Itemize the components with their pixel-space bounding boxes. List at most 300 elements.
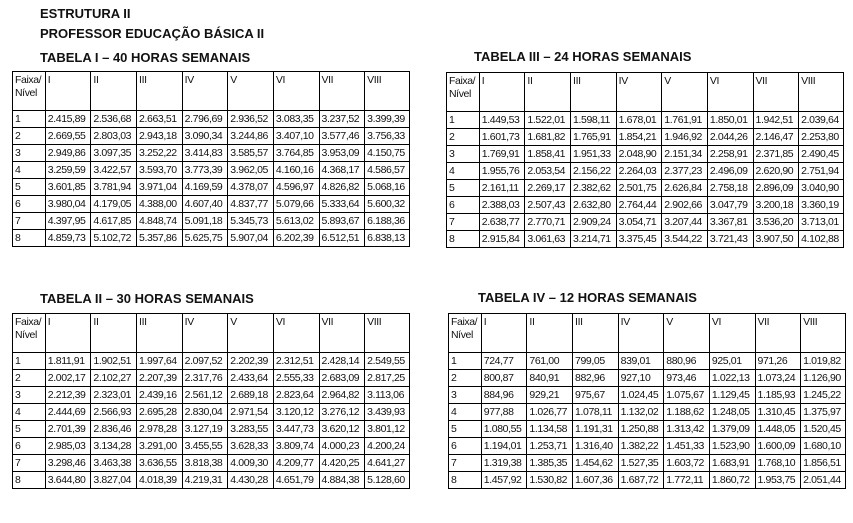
- salary-cell: 1.316,40: [573, 438, 619, 455]
- salary-cell: 2.758,18: [707, 180, 753, 197]
- table-row: [449, 438, 846, 455]
- salary-cell: 3.047,79: [707, 197, 753, 214]
- table-row: [449, 353, 846, 370]
- table-row: [447, 231, 844, 248]
- salary-table-12h: [448, 313, 846, 489]
- salary-cell: 3.367,81: [707, 214, 753, 231]
- salary-cell: 1.955,76: [479, 163, 525, 180]
- salary-cell: 1.683,91: [709, 455, 755, 472]
- salary-cell: 4.596,97: [273, 179, 319, 196]
- salary-cell: 2.701,39: [45, 421, 91, 438]
- salary-cell: 2.371,85: [753, 146, 799, 163]
- salary-cell: 2.936,52: [228, 111, 274, 128]
- salary-cell: 3.827,04: [91, 472, 137, 489]
- salary-cell: 799,05: [573, 353, 619, 370]
- row-level-cell: 5: [449, 421, 482, 438]
- salary-cell: 3.636,55: [137, 455, 183, 472]
- salary-cell: 3.536,20: [753, 214, 799, 231]
- salary-cell: 2.501,75: [616, 180, 662, 197]
- table-row: [13, 162, 410, 179]
- salary-cell: 2.971,54: [228, 404, 274, 421]
- salary-cell: 2.823,64: [273, 387, 319, 404]
- salary-cell: 2.002,17: [45, 370, 91, 387]
- salary-cell: 2.323,01: [91, 387, 137, 404]
- table-row: [13, 128, 410, 145]
- salary-cell: 2.770,71: [525, 214, 571, 231]
- column-header-level: VI: [709, 314, 755, 353]
- salary-cell: 3.113,06: [365, 387, 410, 404]
- salary-cell: 2.949,86: [45, 145, 91, 162]
- table-3-title: TABELA III – 24 HORAS SEMANAIS: [474, 49, 692, 64]
- table-header-row: [449, 314, 846, 353]
- column-header-level: VIII: [801, 314, 846, 353]
- salary-cell: 2.202,39: [228, 353, 274, 370]
- column-header-level: III: [571, 73, 617, 112]
- row-level-cell: 6: [449, 438, 482, 455]
- row-level-cell: 4: [449, 404, 482, 421]
- salary-cell: 4.102,88: [799, 231, 844, 248]
- table-row: [13, 404, 410, 421]
- salary-cell: 3.809,74: [273, 438, 319, 455]
- salary-cell: 1.772,11: [664, 472, 710, 489]
- salary-cell: 3.200,18: [753, 197, 799, 214]
- row-level-cell: 1: [447, 112, 480, 129]
- salary-cell: 4.826,82: [319, 179, 365, 196]
- salary-cell: 800,87: [481, 370, 527, 387]
- salary-cell: 1.022,13: [709, 370, 755, 387]
- salary-cell: 1.080,55: [481, 421, 527, 438]
- table-row: [447, 163, 844, 180]
- row-label-bottom: Nível: [15, 329, 37, 341]
- salary-cell: 2.156,22: [571, 163, 617, 180]
- salary-cell: 2.902,66: [662, 197, 708, 214]
- salary-cell: 4.200,24: [365, 438, 410, 455]
- salary-cell: 5.333,64: [319, 196, 365, 213]
- salary-cell: 3.577,46: [319, 128, 365, 145]
- salary-cell: 1.600,09: [755, 438, 801, 455]
- salary-cell: 1.769,91: [479, 146, 525, 163]
- salary-cell: 2.051,44: [801, 472, 846, 489]
- salary-cell: 1.681,82: [525, 129, 571, 146]
- row-level-cell: 1: [449, 353, 482, 370]
- salary-cell: 1.188,62: [664, 404, 710, 421]
- salary-cell: 2.915,84: [479, 231, 525, 248]
- salary-cell: 1.457,92: [481, 472, 527, 489]
- salary-cell: 1.319,38: [481, 455, 527, 472]
- table-row: [13, 145, 410, 162]
- table-header-row: [13, 72, 410, 111]
- salary-cell: 5.357,86: [137, 230, 183, 247]
- salary-cell: 2.433,64: [228, 370, 274, 387]
- table-row: [13, 438, 410, 455]
- salary-cell: 3.120,12: [273, 404, 319, 421]
- salary-cell: 4.209,77: [273, 455, 319, 472]
- row-level-cell: 7: [447, 214, 480, 231]
- row-level-cell: 6: [447, 197, 480, 214]
- salary-cell: 3.644,80: [45, 472, 91, 489]
- row-level-cell: 1: [13, 111, 46, 128]
- salary-cell: 1.530,82: [527, 472, 573, 489]
- salary-cell: 2.695,28: [137, 404, 183, 421]
- row-label-top: Faixa/: [15, 316, 42, 328]
- table-header-row: [447, 73, 844, 112]
- salary-cell: 3.061,63: [525, 231, 571, 248]
- salary-cell: 724,77: [481, 353, 527, 370]
- row-label-top: Faixa/: [449, 75, 476, 87]
- row-level-cell: 3: [447, 146, 480, 163]
- salary-cell: 2.817,25: [365, 370, 410, 387]
- row-level-cell: 4: [447, 163, 480, 180]
- salary-cell: 1.850,01: [707, 112, 753, 129]
- position-heading: PROFESSOR EDUCAÇÃO BÁSICA II: [40, 26, 265, 41]
- salary-cell: 3.818,38: [182, 455, 228, 472]
- salary-cell: 5.893,67: [319, 213, 365, 230]
- salary-cell: 2.764,44: [616, 197, 662, 214]
- salary-cell: 3.544,22: [662, 231, 708, 248]
- salary-cell: 973,46: [664, 370, 710, 387]
- salary-cell: 1.527,35: [618, 455, 664, 472]
- salary-cell: 5.345,73: [228, 213, 274, 230]
- structure-heading: ESTRUTURA II: [40, 6, 131, 21]
- table-row: [13, 472, 410, 489]
- salary-cell: 1.607,36: [573, 472, 619, 489]
- table-row: [13, 370, 410, 387]
- salary-cell: 2.039,64: [799, 112, 844, 129]
- salary-cell: 3.090,34: [182, 128, 228, 145]
- salary-cell: 2.689,18: [228, 387, 274, 404]
- salary-cell: 2.626,84: [662, 180, 708, 197]
- salary-cell: 3.127,19: [182, 421, 228, 438]
- salary-cell: 5.102,72: [91, 230, 137, 247]
- salary-cell: 5.907,04: [228, 230, 274, 247]
- salary-cell: 1.245,22: [801, 387, 846, 404]
- salary-cell: 4.848,74: [137, 213, 183, 230]
- column-header-level: VII: [755, 314, 801, 353]
- row-level-cell: 8: [447, 231, 480, 248]
- salary-cell: 3.953,09: [319, 145, 365, 162]
- column-header-level: VIII: [365, 314, 410, 353]
- column-header-level: II: [525, 73, 571, 112]
- column-header-level: VIII: [799, 73, 844, 112]
- salary-cell: 3.447,73: [273, 421, 319, 438]
- salary-cell: 2.561,12: [182, 387, 228, 404]
- salary-cell: 3.764,85: [273, 145, 319, 162]
- salary-cell: 4.169,59: [182, 179, 228, 196]
- salary-cell: 2.549,55: [365, 353, 410, 370]
- row-label-header: [447, 73, 480, 112]
- salary-cell: 2.985,03: [45, 438, 91, 455]
- salary-cell: 4.641,27: [365, 455, 410, 472]
- salary-cell: 1.073,24: [755, 370, 801, 387]
- row-label-header: [449, 314, 482, 353]
- column-header-level: VI: [273, 72, 319, 111]
- salary-cell: 6.838,13: [365, 230, 410, 247]
- salary-cell: 2.964,82: [319, 387, 365, 404]
- salary-cell: 4.586,57: [365, 162, 410, 179]
- salary-cell: 1.024,45: [618, 387, 664, 404]
- salary-cell: 1.194,01: [481, 438, 527, 455]
- column-header-level: III: [137, 72, 183, 111]
- salary-cell: 3.593,70: [137, 162, 183, 179]
- salary-cell: 4.388,00: [137, 196, 183, 213]
- column-header-level: II: [91, 72, 137, 111]
- salary-cell: 2.048,90: [616, 146, 662, 163]
- table-row: [449, 421, 846, 438]
- column-header-level: I: [481, 314, 527, 353]
- salary-cell: 3.054,71: [616, 214, 662, 231]
- salary-cell: 3.585,57: [228, 145, 274, 162]
- table-row: [13, 421, 410, 438]
- salary-table-30h: [12, 313, 410, 489]
- salary-cell: 3.207,44: [662, 214, 708, 231]
- salary-cell: 840,91: [527, 370, 573, 387]
- column-header-level: VI: [707, 73, 753, 112]
- salary-cell: 2.269,17: [525, 180, 571, 197]
- table-row: [13, 353, 410, 370]
- row-level-cell: 5: [447, 180, 480, 197]
- salary-cell: 1.523,90: [709, 438, 755, 455]
- column-header-level: II: [91, 314, 137, 353]
- salary-cell: 1.454,62: [573, 455, 619, 472]
- salary-cell: 1.382,22: [618, 438, 664, 455]
- salary-cell: 4.160,16: [273, 162, 319, 179]
- salary-cell: 1.313,42: [664, 421, 710, 438]
- salary-cell: 1.132,02: [618, 404, 664, 421]
- salary-cell: 3.980,04: [45, 196, 91, 213]
- salary-cell: 1.310,45: [755, 404, 801, 421]
- salary-cell: 2.212,39: [45, 387, 91, 404]
- column-header-level: IV: [616, 73, 662, 112]
- salary-cell: 4.420,25: [319, 455, 365, 472]
- salary-cell: 2.632,80: [571, 197, 617, 214]
- salary-cell: 5.600,32: [365, 196, 410, 213]
- salary-cell: 3.721,43: [707, 231, 753, 248]
- salary-cell: 761,00: [527, 353, 573, 370]
- salary-cell: 2.536,68: [91, 111, 137, 128]
- salary-cell: 2.444,69: [45, 404, 91, 421]
- salary-cell: 3.407,10: [273, 128, 319, 145]
- salary-cell: 2.663,51: [137, 111, 183, 128]
- salary-cell: 3.773,39: [182, 162, 228, 179]
- salary-cell: 2.978,28: [137, 421, 183, 438]
- salary-cell: 3.259,59: [45, 162, 91, 179]
- salary-cell: 5.068,16: [365, 179, 410, 196]
- salary-cell: 3.756,33: [365, 128, 410, 145]
- salary-cell: 2.669,55: [45, 128, 91, 145]
- row-level-cell: 4: [13, 162, 46, 179]
- salary-cell: 2.896,09: [753, 180, 799, 197]
- salary-cell: 2.490,45: [799, 146, 844, 163]
- salary-cell: 3.214,71: [571, 231, 617, 248]
- salary-cell: 1.854,21: [616, 129, 662, 146]
- salary-cell: 2.803,03: [91, 128, 137, 145]
- salary-cell: 6.512,51: [319, 230, 365, 247]
- salary-cell: 1.379,09: [709, 421, 755, 438]
- salary-cell: 1.253,71: [527, 438, 573, 455]
- salary-cell: 4.651,79: [273, 472, 319, 489]
- salary-cell: 5.091,18: [182, 213, 228, 230]
- column-header-level: III: [573, 314, 619, 353]
- salary-cell: 2.253,80: [799, 129, 844, 146]
- table-header-row: [13, 314, 410, 353]
- salary-cell: 2.428,14: [319, 353, 365, 370]
- column-header-level: II: [527, 314, 573, 353]
- salary-cell: 1.765,91: [571, 129, 617, 146]
- salary-cell: 1.078,11: [573, 404, 619, 421]
- salary-cell: 3.713,01: [799, 214, 844, 231]
- salary-cell: 2.909,24: [571, 214, 617, 231]
- salary-cell: 929,21: [527, 387, 573, 404]
- salary-cell: 4.378,07: [228, 179, 274, 196]
- salary-cell: 1.191,31: [573, 421, 619, 438]
- column-header-level: I: [479, 73, 525, 112]
- salary-cell: 1.449,53: [479, 112, 525, 129]
- salary-cell: 4.430,28: [228, 472, 274, 489]
- row-level-cell: 2: [13, 128, 46, 145]
- salary-cell: 3.620,12: [319, 421, 365, 438]
- table-row: [447, 112, 844, 129]
- table-row: [13, 179, 410, 196]
- row-level-cell: 2: [449, 370, 482, 387]
- salary-cell: 4.009,30: [228, 455, 274, 472]
- table-row: [449, 387, 846, 404]
- salary-cell: 1.075,67: [664, 387, 710, 404]
- salary-cell: 1.248,05: [709, 404, 755, 421]
- table-2-title: TABELA II – 30 HORAS SEMANAIS: [40, 291, 254, 306]
- salary-cell: 1.768,10: [755, 455, 801, 472]
- column-header-level: VII: [319, 72, 365, 111]
- salary-cell: 4.018,39: [137, 472, 183, 489]
- salary-cell: 3.134,28: [91, 438, 137, 455]
- salary-cell: 1.680,10: [801, 438, 846, 455]
- salary-cell: 2.264,03: [616, 163, 662, 180]
- row-level-cell: 7: [13, 455, 46, 472]
- salary-cell: 882,96: [573, 370, 619, 387]
- salary-cell: 1.687,72: [618, 472, 664, 489]
- salary-cell: 5.613,02: [273, 213, 319, 230]
- salary-cell: 4.219,31: [182, 472, 228, 489]
- salary-cell: 975,67: [573, 387, 619, 404]
- salary-cell: 3.375,45: [616, 231, 662, 248]
- salary-cell: 3.083,35: [273, 111, 319, 128]
- salary-cell: 977,88: [481, 404, 527, 421]
- salary-cell: 1.385,35: [527, 455, 573, 472]
- table-row: [447, 129, 844, 146]
- salary-cell: 884,96: [481, 387, 527, 404]
- salary-cell: 3.360,19: [799, 197, 844, 214]
- row-level-cell: 7: [13, 213, 46, 230]
- salary-cell: 5.625,75: [182, 230, 228, 247]
- column-header-level: VII: [319, 314, 365, 353]
- salary-cell: 3.801,12: [365, 421, 410, 438]
- salary-cell: 1.946,92: [662, 129, 708, 146]
- row-label-header: [13, 72, 46, 111]
- salary-cell: 3.971,04: [137, 179, 183, 196]
- salary-cell: 2.382,62: [571, 180, 617, 197]
- salary-cell: 2.312,51: [273, 353, 319, 370]
- row-level-cell: 2: [447, 129, 480, 146]
- table-1-title: TABELA I – 40 HORAS SEMANAIS: [40, 50, 251, 65]
- table-row: [13, 387, 410, 404]
- salary-cell: 971,26: [755, 353, 801, 370]
- salary-cell: 4.179,05: [91, 196, 137, 213]
- salary-cell: 839,01: [618, 353, 664, 370]
- row-label-top: Faixa/: [451, 316, 478, 328]
- column-header-level: VI: [273, 314, 319, 353]
- column-header-level: I: [45, 314, 91, 353]
- salary-cell: 1.951,33: [571, 146, 617, 163]
- salary-cell: 4.397,95: [45, 213, 91, 230]
- salary-cell: 1.603,72: [664, 455, 710, 472]
- salary-cell: 2.751,94: [799, 163, 844, 180]
- table-row: [447, 180, 844, 197]
- column-header-level: V: [664, 314, 710, 353]
- table-row: [13, 213, 410, 230]
- salary-table-24h: [446, 72, 844, 248]
- column-header-level: IV: [182, 72, 228, 111]
- salary-cell: 3.298,46: [45, 455, 91, 472]
- table-row: [449, 370, 846, 387]
- salary-cell: 6.188,36: [365, 213, 410, 230]
- salary-cell: 1.856,51: [801, 455, 846, 472]
- table-row: [449, 404, 846, 421]
- salary-cell: 4.837,77: [228, 196, 274, 213]
- table-row: [447, 146, 844, 163]
- column-header-level: V: [228, 314, 274, 353]
- salary-cell: 2.151,34: [662, 146, 708, 163]
- salary-cell: 2.830,04: [182, 404, 228, 421]
- salary-cell: 1.026,77: [527, 404, 573, 421]
- row-level-cell: 3: [449, 387, 482, 404]
- salary-cell: 3.414,83: [182, 145, 228, 162]
- salary-cell: 3.781,94: [91, 179, 137, 196]
- salary-cell: 3.291,00: [137, 438, 183, 455]
- salary-cell: 3.097,35: [91, 145, 137, 162]
- salary-cell: 3.422,57: [91, 162, 137, 179]
- salary-cell: 6.202,39: [273, 230, 319, 247]
- salary-cell: 5.128,60: [365, 472, 410, 489]
- row-label-bottom: Nível: [451, 329, 473, 341]
- salary-cell: 2.161,11: [479, 180, 525, 197]
- table-row: [447, 214, 844, 231]
- row-label-top: Faixa/: [15, 74, 42, 86]
- salary-cell: 3.463,38: [91, 455, 137, 472]
- row-level-cell: 6: [13, 196, 46, 213]
- salary-cell: 2.102,27: [91, 370, 137, 387]
- salary-cell: 2.943,18: [137, 128, 183, 145]
- salary-cell: 2.507,43: [525, 197, 571, 214]
- salary-cell: 2.683,09: [319, 370, 365, 387]
- row-label-header: [13, 314, 46, 353]
- table-row: [449, 455, 846, 472]
- salary-cell: 5.079,66: [273, 196, 319, 213]
- table-row: [449, 472, 846, 489]
- salary-cell: 1.761,91: [662, 112, 708, 129]
- table-row: [13, 230, 410, 247]
- column-header-level: VII: [753, 73, 799, 112]
- row-label-bottom: Nível: [449, 88, 471, 100]
- salary-cell: 2.053,54: [525, 163, 571, 180]
- salary-cell: 1.953,75: [755, 472, 801, 489]
- salary-cell: 2.097,52: [182, 353, 228, 370]
- row-level-cell: 8: [449, 472, 482, 489]
- table-row: [13, 455, 410, 472]
- column-header-level: VIII: [365, 72, 410, 111]
- row-level-cell: 3: [13, 145, 46, 162]
- table-row: [13, 111, 410, 128]
- salary-cell: 1.451,33: [664, 438, 710, 455]
- row-level-cell: 8: [13, 472, 46, 489]
